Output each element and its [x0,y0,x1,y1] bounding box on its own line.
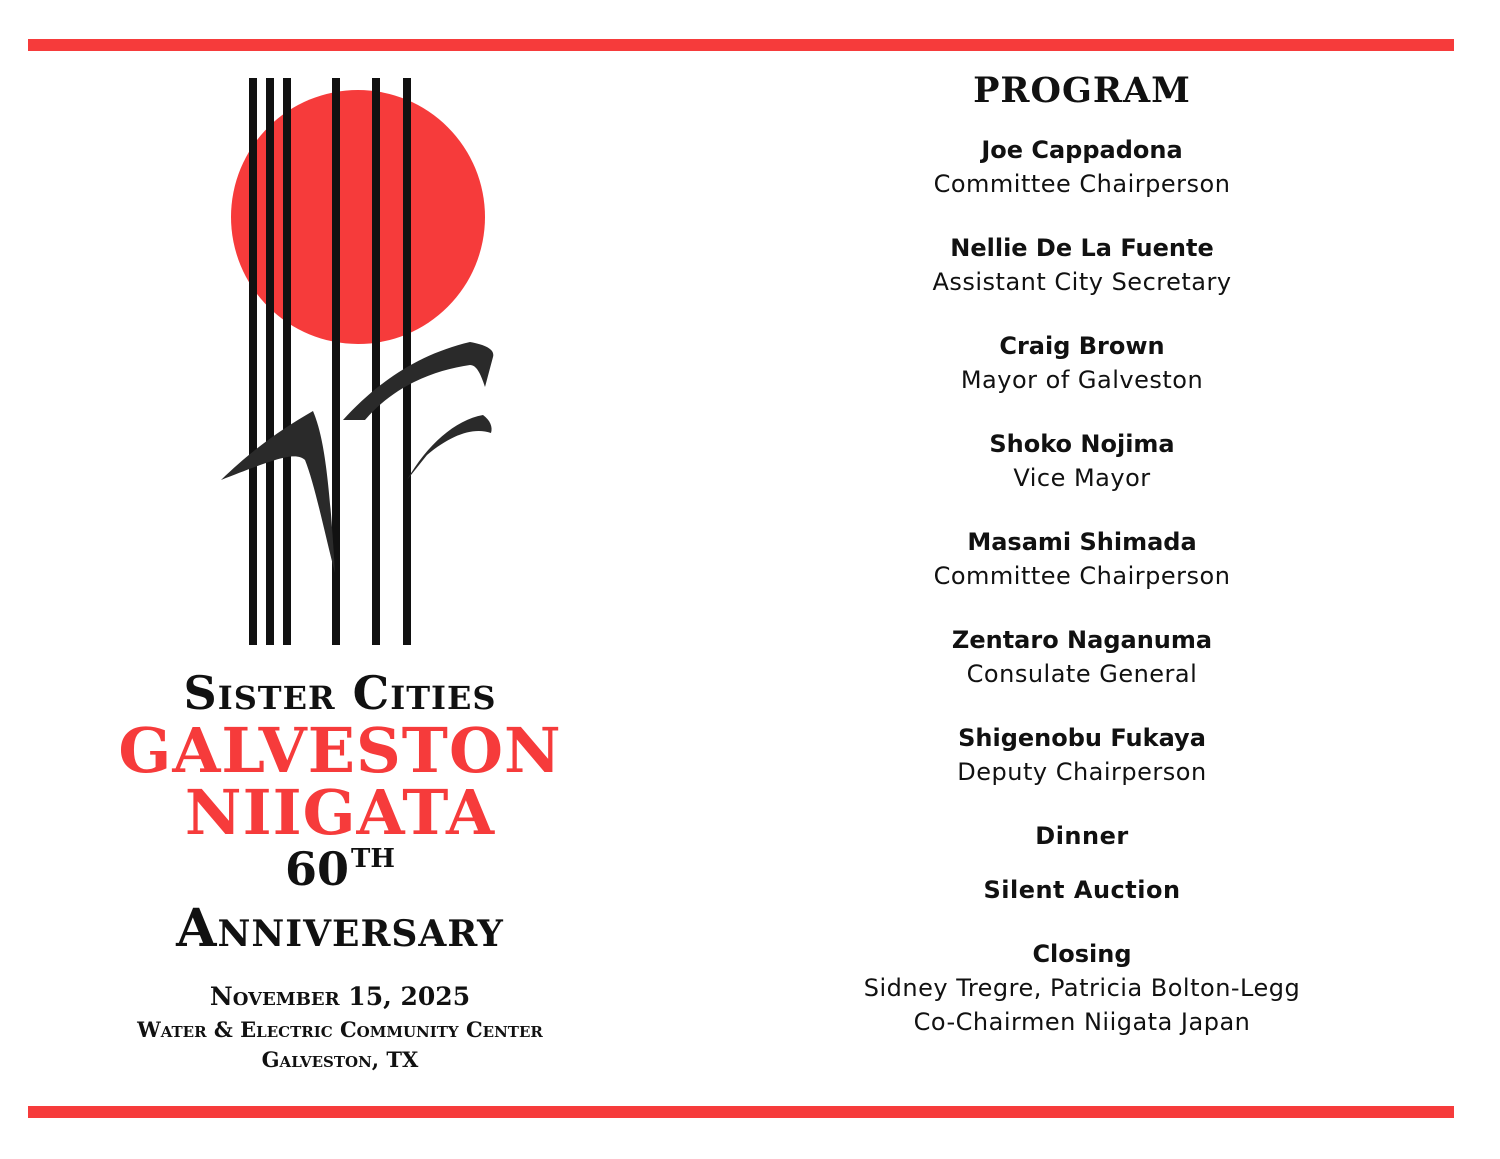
program-entry [832,133,1332,201]
title-galveston: GALVESTON [118,714,562,787]
speaker-name: Nellie De La Fuente [950,234,1214,262]
program-entry [832,525,1332,593]
program-entry [832,231,1332,299]
speaker-name: Shigenobu Fukaya [958,724,1206,752]
program-dinner: Dinner [1035,822,1129,850]
speaker-role: Deputy Chairperson [957,758,1207,786]
sun-and-reeds-logo-icon [215,75,515,650]
speaker-role: Mayor of Galveston [960,366,1204,394]
speaker-name: Shoko Nojima [989,430,1175,458]
program-heading: PROGRAM [973,70,1191,111]
speaker-name: Craig Brown [999,332,1165,360]
anniversary-number: 60 [285,842,350,896]
program-entry [832,623,1332,691]
program-entry [832,329,1332,397]
event-venue: Water & Electric Community Center [137,1017,543,1042]
program-silent-auction: Silent Auction [983,876,1181,904]
closing-names: Sidney Tregre, Patricia Bolton-Legg [863,974,1301,1002]
closing-title: Closing [1032,940,1132,968]
title-niigata: NIIGATA [184,776,496,849]
event-date: November 15, 2025 [209,982,471,1011]
anniversary-suffix: TH [351,844,395,874]
speaker-name: Masami Shimada [967,528,1197,556]
top-border-bar [28,39,1454,51]
program-entry [832,721,1332,789]
speaker-name: Joe Cappadona [981,136,1183,164]
program-section [832,70,1332,1069]
program-entry [832,427,1332,495]
closing-role: Co-Chairmen Niigata Japan [913,1008,1251,1036]
title-sister-cities: Sister Cities [183,666,497,720]
reed-leaves-icon [221,342,493,573]
bottom-border-bar [28,1106,1454,1118]
title-anniversary: Anniversary [176,898,504,959]
title-60th [80,842,600,896]
speaker-role: Committee Chairperson [933,170,1231,198]
speaker-role: Assistant City Secretary [932,268,1232,296]
speaker-role: Committee Chairperson [933,562,1231,590]
event-city: Galveston, TX [261,1047,419,1072]
speaker-role: Vice Mayor [1013,464,1151,492]
speaker-name: Zentaro Naganuma [951,626,1213,654]
program-closing [832,937,1332,1039]
speaker-role: Consulate General [966,660,1198,688]
